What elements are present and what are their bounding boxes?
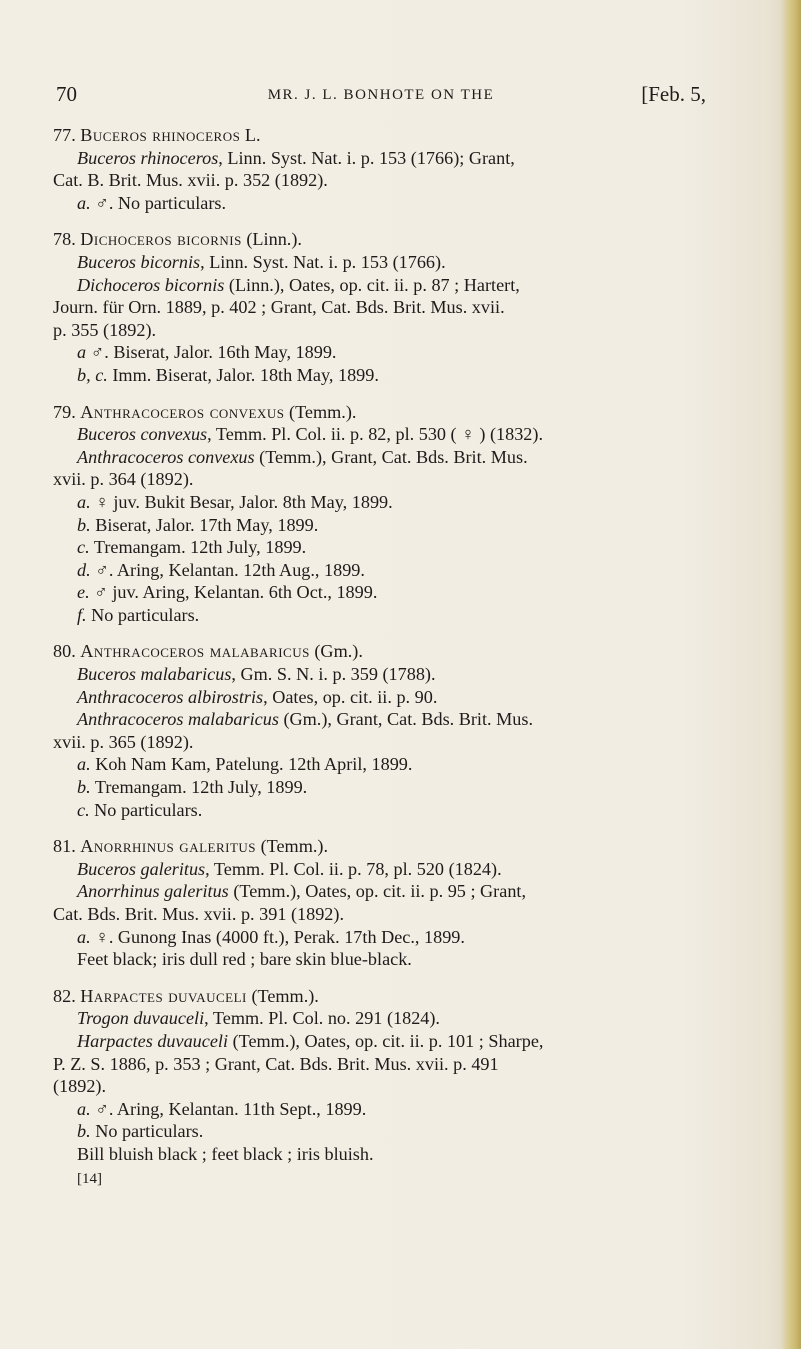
text-line	[77, 880, 705, 903]
body-text	[53, 124, 705, 1190]
species-number: 82.	[53, 985, 81, 1006]
text-line	[77, 776, 705, 799]
species-number: 77.	[53, 125, 81, 145]
species-authority: (Linn.).	[241, 229, 302, 250]
line-text: ♂. Aring, Kelantan. 11th Sept., 1899.	[90, 1098, 367, 1119]
species-heading	[53, 835, 705, 858]
species-name: Anthracoceros convexus	[80, 401, 285, 422]
line-text: (Gm.), Grant, Cat. Bds. Brit. Mus.	[278, 709, 534, 730]
line-text: P. Z. S. 1886, p. 353 ; Grant, Cat. Bds. Brit. Mus. xvii. p. 491	[53, 1053, 499, 1074]
running-header	[56, 82, 706, 106]
text-line	[77, 192, 705, 215]
text-line	[77, 858, 705, 881]
text-line	[53, 1053, 705, 1076]
line-text: No particulars.	[86, 604, 200, 625]
text-line	[77, 604, 705, 627]
species-name: Buceros rhinoceros	[80, 125, 241, 145]
italic-term: Anthracoceros albirostris	[77, 686, 264, 707]
text-line	[77, 948, 705, 971]
italic-term: Anthracoceros malabaricus	[77, 709, 279, 730]
text-line	[77, 663, 705, 686]
line-text: xvii. p. 364 (1892).	[53, 469, 194, 490]
line-text: , Temm. Pl. Col. no. 291 (1824).	[204, 1008, 440, 1029]
italic-term: Anorrhinus galeritus	[77, 881, 229, 902]
italic-term: b.	[77, 514, 91, 535]
line-text: , Linn. Syst. Nat. i. p. 153 (1766); Grant,	[218, 147, 515, 168]
species-name: Dichoceros bicornis	[80, 229, 242, 250]
italic-term: c.	[77, 799, 90, 820]
species-heading	[53, 124, 705, 147]
text-line	[77, 251, 705, 274]
italic-term: c.	[77, 537, 90, 558]
text-line	[77, 753, 705, 776]
line-text: Koh Nam Kam, Patelung. 12th April, 1899.	[90, 754, 413, 775]
text-line	[53, 296, 705, 319]
italic-term: e.	[77, 582, 90, 603]
text-line	[77, 423, 705, 446]
species-heading	[53, 640, 705, 663]
signature-mark: [14]	[77, 1170, 102, 1187]
italic-term: Buceros convexus	[77, 424, 208, 445]
italic-term: a.	[77, 926, 91, 947]
italic-term: Dichoceros bicornis	[77, 274, 225, 295]
text-line	[53, 468, 705, 491]
line-text: Cat. B. Brit. Mus. xvii. p. 352 (1892).	[53, 170, 328, 191]
text-line	[77, 1098, 705, 1121]
italic-term: a.	[77, 192, 91, 213]
line-text: Tremangam. 12th July, 1899.	[89, 537, 307, 558]
italic-term: b.	[77, 1121, 91, 1142]
text-line	[77, 147, 705, 170]
line-text: No particulars.	[90, 1121, 204, 1142]
line-text: Journ. für Orn. 1889, p. 402 ; Grant, Cat. Bds. Brit. Mus. xvii.	[53, 297, 505, 318]
line-text: (Temm.), Grant, Cat. Bds. Brit. Mus.	[254, 446, 528, 467]
line-text: (Temm.), Oates, op. cit. ii. p. 95 ; Grant,	[228, 881, 527, 902]
text-line	[53, 319, 705, 342]
italic-term: Anthracoceros convexus	[77, 446, 255, 467]
text-line	[77, 446, 705, 469]
species-authority: (Temm.).	[284, 401, 357, 422]
text-line	[77, 364, 705, 387]
running-title: MR. J. L. BONHOTE ON THE	[267, 87, 495, 103]
line-text: Tremangam. 12th July, 1899.	[90, 777, 308, 798]
line-text: , Oates, op. cit. ii. p. 90.	[263, 686, 438, 707]
italic-term: d.	[77, 559, 91, 580]
line-text: ♀. Gunong Inas (4000 ft.), Perak. 17th Dec., 1899.	[90, 926, 465, 947]
page-gutter-edge	[781, 0, 801, 1349]
text-line	[77, 708, 705, 731]
text-line	[77, 514, 705, 537]
text-line	[77, 559, 705, 582]
italic-term: Buceros bicornis	[77, 251, 201, 272]
text-line	[77, 491, 705, 514]
species-heading	[53, 228, 705, 251]
species-authority: (Temm.).	[246, 985, 319, 1006]
text-line	[77, 274, 705, 297]
text-line	[77, 1120, 705, 1143]
line-text: Feet black; iris dull red ; bare skin blue-black.	[77, 949, 412, 970]
line-text: xvii. p. 365 (1892).	[53, 731, 194, 752]
text-line	[77, 926, 705, 949]
line-text: ♂. Biserat, Jalor. 16th May, 1899.	[86, 342, 337, 363]
text-line	[53, 1075, 705, 1098]
header-date: [Feb. 5,	[641, 82, 706, 106]
species-number: 80.	[53, 641, 81, 662]
text-line	[77, 536, 705, 559]
line-text: Imm. Biserat, Jalor. 18th May, 1899.	[107, 364, 379, 385]
species-authority: L.	[240, 125, 261, 145]
line-text: , Temm. Pl. Col. ii. p. 82, pl. 530 ( ♀ ) (1832).	[207, 424, 543, 445]
line-text: ♀ juv. Bukit Besar, Jalor. 8th May, 1899.	[90, 491, 393, 512]
line-text: , Gm. S. N. i. p. 359 (1788).	[231, 664, 436, 685]
line-text: Cat. Bds. Brit. Mus. xvii. p. 391 (1892).	[53, 904, 345, 924]
species-number: 79.	[53, 401, 81, 422]
text-line	[53, 903, 705, 926]
line-text: ♂. No particulars.	[90, 192, 226, 213]
species-heading	[53, 985, 705, 1008]
species-name: Anthracoceros malabaricus	[80, 641, 310, 662]
italic-term: a	[77, 342, 87, 363]
text-line	[77, 686, 705, 709]
line-text: Biserat, Jalor. 17th May, 1899.	[90, 514, 319, 535]
italic-term: f.	[77, 604, 87, 625]
line-text: Bill bluish black ; feet black ; iris bluish.	[77, 1143, 374, 1164]
line-text: (Temm.), Oates, op. cit. ii. p. 101 ; Sharpe,	[228, 1030, 544, 1051]
line-text: , Temm. Pl. Col. ii. p. 78, pl. 520 (1824).	[205, 858, 502, 879]
italic-term: a.	[77, 754, 91, 775]
italic-term: a.	[77, 1098, 91, 1119]
italic-term: Buceros malabaricus	[77, 664, 232, 685]
italic-term: Buceros rhinoceros	[77, 147, 219, 168]
text-line	[77, 581, 705, 604]
line-text: ♂. Aring, Kelantan. 12th Aug., 1899.	[90, 559, 365, 580]
species-authority: (Gm.).	[309, 641, 363, 662]
species-number: 81.	[53, 836, 81, 857]
text-line	[77, 799, 705, 822]
text-line	[77, 1143, 705, 1166]
line-text: (Linn.), Oates, op. cit. ii. p. 87 ; Hartert,	[224, 274, 520, 295]
line-text: No particulars.	[89, 799, 203, 820]
italic-term: Buceros galeritus	[77, 858, 206, 879]
text-line	[53, 731, 705, 754]
italic-term: Harpactes duvauceli	[77, 1030, 229, 1051]
text-line	[77, 341, 705, 364]
species-heading	[53, 401, 705, 424]
species-authority: (Temm.).	[256, 836, 328, 857]
italic-term: b, c.	[77, 364, 108, 385]
italic-term: b.	[77, 777, 91, 798]
line-text: , Linn. Syst. Nat. i. p. 153 (1766).	[200, 251, 446, 272]
species-name: Harpactes duvauceli	[80, 985, 247, 1006]
species-number: 78.	[53, 229, 81, 250]
line-text: (1892).	[53, 1076, 107, 1097]
text-line	[53, 169, 705, 192]
line-text: p. 355 (1892).	[53, 319, 157, 340]
italic-term: a.	[77, 491, 91, 512]
text-line	[77, 1007, 705, 1030]
species-name: Anorrhinus galeritus	[80, 836, 257, 857]
page-number: 70	[56, 82, 77, 106]
italic-term: Trogon duvauceli	[77, 1008, 205, 1029]
text-line	[77, 1030, 705, 1053]
line-text: ♂ juv. Aring, Kelantan. 6th Oct., 1899.	[89, 582, 378, 603]
